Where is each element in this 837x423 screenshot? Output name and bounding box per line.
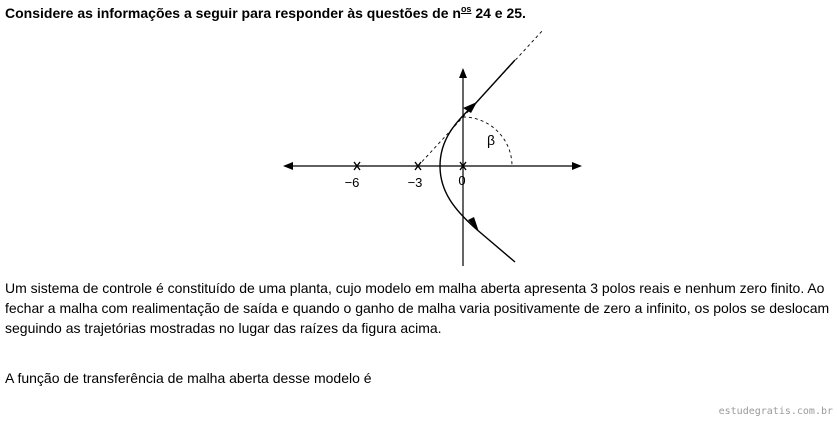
imaginary-axis-up-arrow [459, 68, 467, 78]
heading-superscript: os [460, 4, 472, 14]
locus-lower-branch [440, 166, 515, 262]
label-zero: 0 [458, 173, 466, 188]
label-minus3: −3 [407, 175, 423, 190]
label-minus6: −6 [344, 175, 360, 190]
asymptote-line [418, 30, 543, 166]
watermark: estudegratis.com.br [718, 406, 833, 417]
heading-text: Considere as informações a seguir para responder às questões de n [5, 5, 461, 21]
problem-description: Um sistema de controle é constituído de uma planta, cujo modelo em malha aberta apresenta 3 polos reais e nenhum zero finito. Ao fechar a malha com realimentação de saída e quando o ganho de malha varia positivamente de zero a infinito, os polos se deslocam seguindo as trajetórias mostradas no lugar das raízes da figura acima. [5, 280, 830, 336]
real-axis-left-arrow [283, 162, 293, 170]
heading-text-end: 24 e 25. [471, 5, 526, 21]
locus-upper-branch [440, 60, 515, 166]
real-axis-right-arrow [572, 162, 582, 170]
question-text: A função de transferência de malha aberta desse modelo é [5, 370, 372, 386]
locus-lower-arrow [468, 217, 479, 232]
angle-label-beta: β [487, 132, 496, 148]
